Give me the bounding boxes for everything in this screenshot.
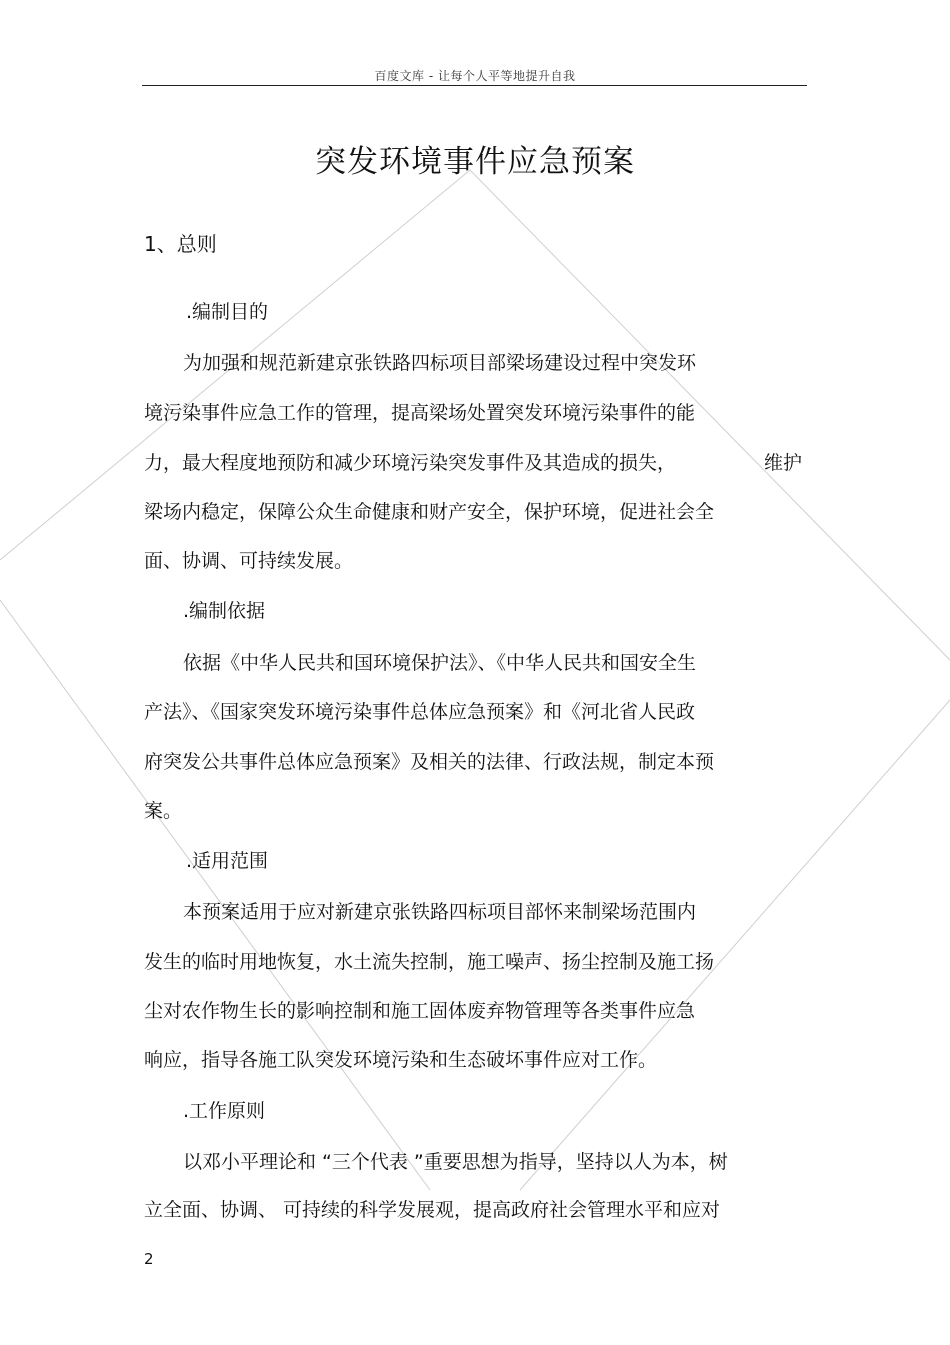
paragraph-line: 产法》、《国家突发环境污染事件总体应急预案》和《河北省人民政 [144,701,696,723]
paragraph-line: 梁场内稳定，保障公众生命健康和财产安全，保护环境，促进社会全 [144,501,715,523]
paragraph-line: 力，最大程度地预防和减少环境污染突发事件及其造成的损失， [144,452,677,474]
section-heading: 1、总则 [144,232,217,256]
subheading-basis: .编制依据 [183,600,266,622]
paragraph-line: 案。 [144,800,183,822]
page-header: 百度文库 - 让每个人平等地提升自我 [374,69,576,83]
subheading-purpose: .编制目的 [186,301,269,323]
paragraph-line: 依据《中华人民共和国环境保护法》、《中华人民共和国安全生 [183,652,697,674]
paragraph-line: 尘对农作物生长的影响控制和施工固体废弃物管理等各类事件应急 [144,1000,696,1022]
paragraph-line: 以邓小平理论和 “三个代表 ”重要思想为指导，坚持以人为本，树 [183,1151,728,1173]
paragraph-line: 发生的临时用地恢复，水土流失控制，施工噪声、扬尘控制及施工扬 [144,951,715,973]
document-title: 突发环境事件应急预案 [315,144,635,180]
paragraph-line: 立全面、协调、 可持续的科学发展观，提高政府社会管理水平和应对 [144,1199,721,1221]
paragraph-line: 境污染事件应急工作的管理，提高梁场处置突发环境污染事件的能 [144,402,696,424]
subheading-scope: .适用范围 [186,850,269,872]
paragraph-line: 为加强和规范新建京张铁路四标项目部梁场建设过程中突发环 [183,352,697,374]
paragraph-line: 面、协调、可持续发展。 [144,550,354,572]
paragraph-line: 响应，指导各施工队突发环境污染和生态破坏事件应对工作。 [144,1049,658,1071]
page-number: 2 [144,1250,154,1268]
header-rule [142,85,807,86]
paragraph-line: 府突发公共事件总体应急预案》及相关的法律、行政法规，制定本预 [144,751,715,773]
paragraph-line: 维护 [764,452,803,474]
paragraph-line: 本预案适用于应对新建京张铁路四标项目部怀来制梁场范围内 [183,901,697,923]
subheading-principles: .工作原则 [183,1100,266,1122]
